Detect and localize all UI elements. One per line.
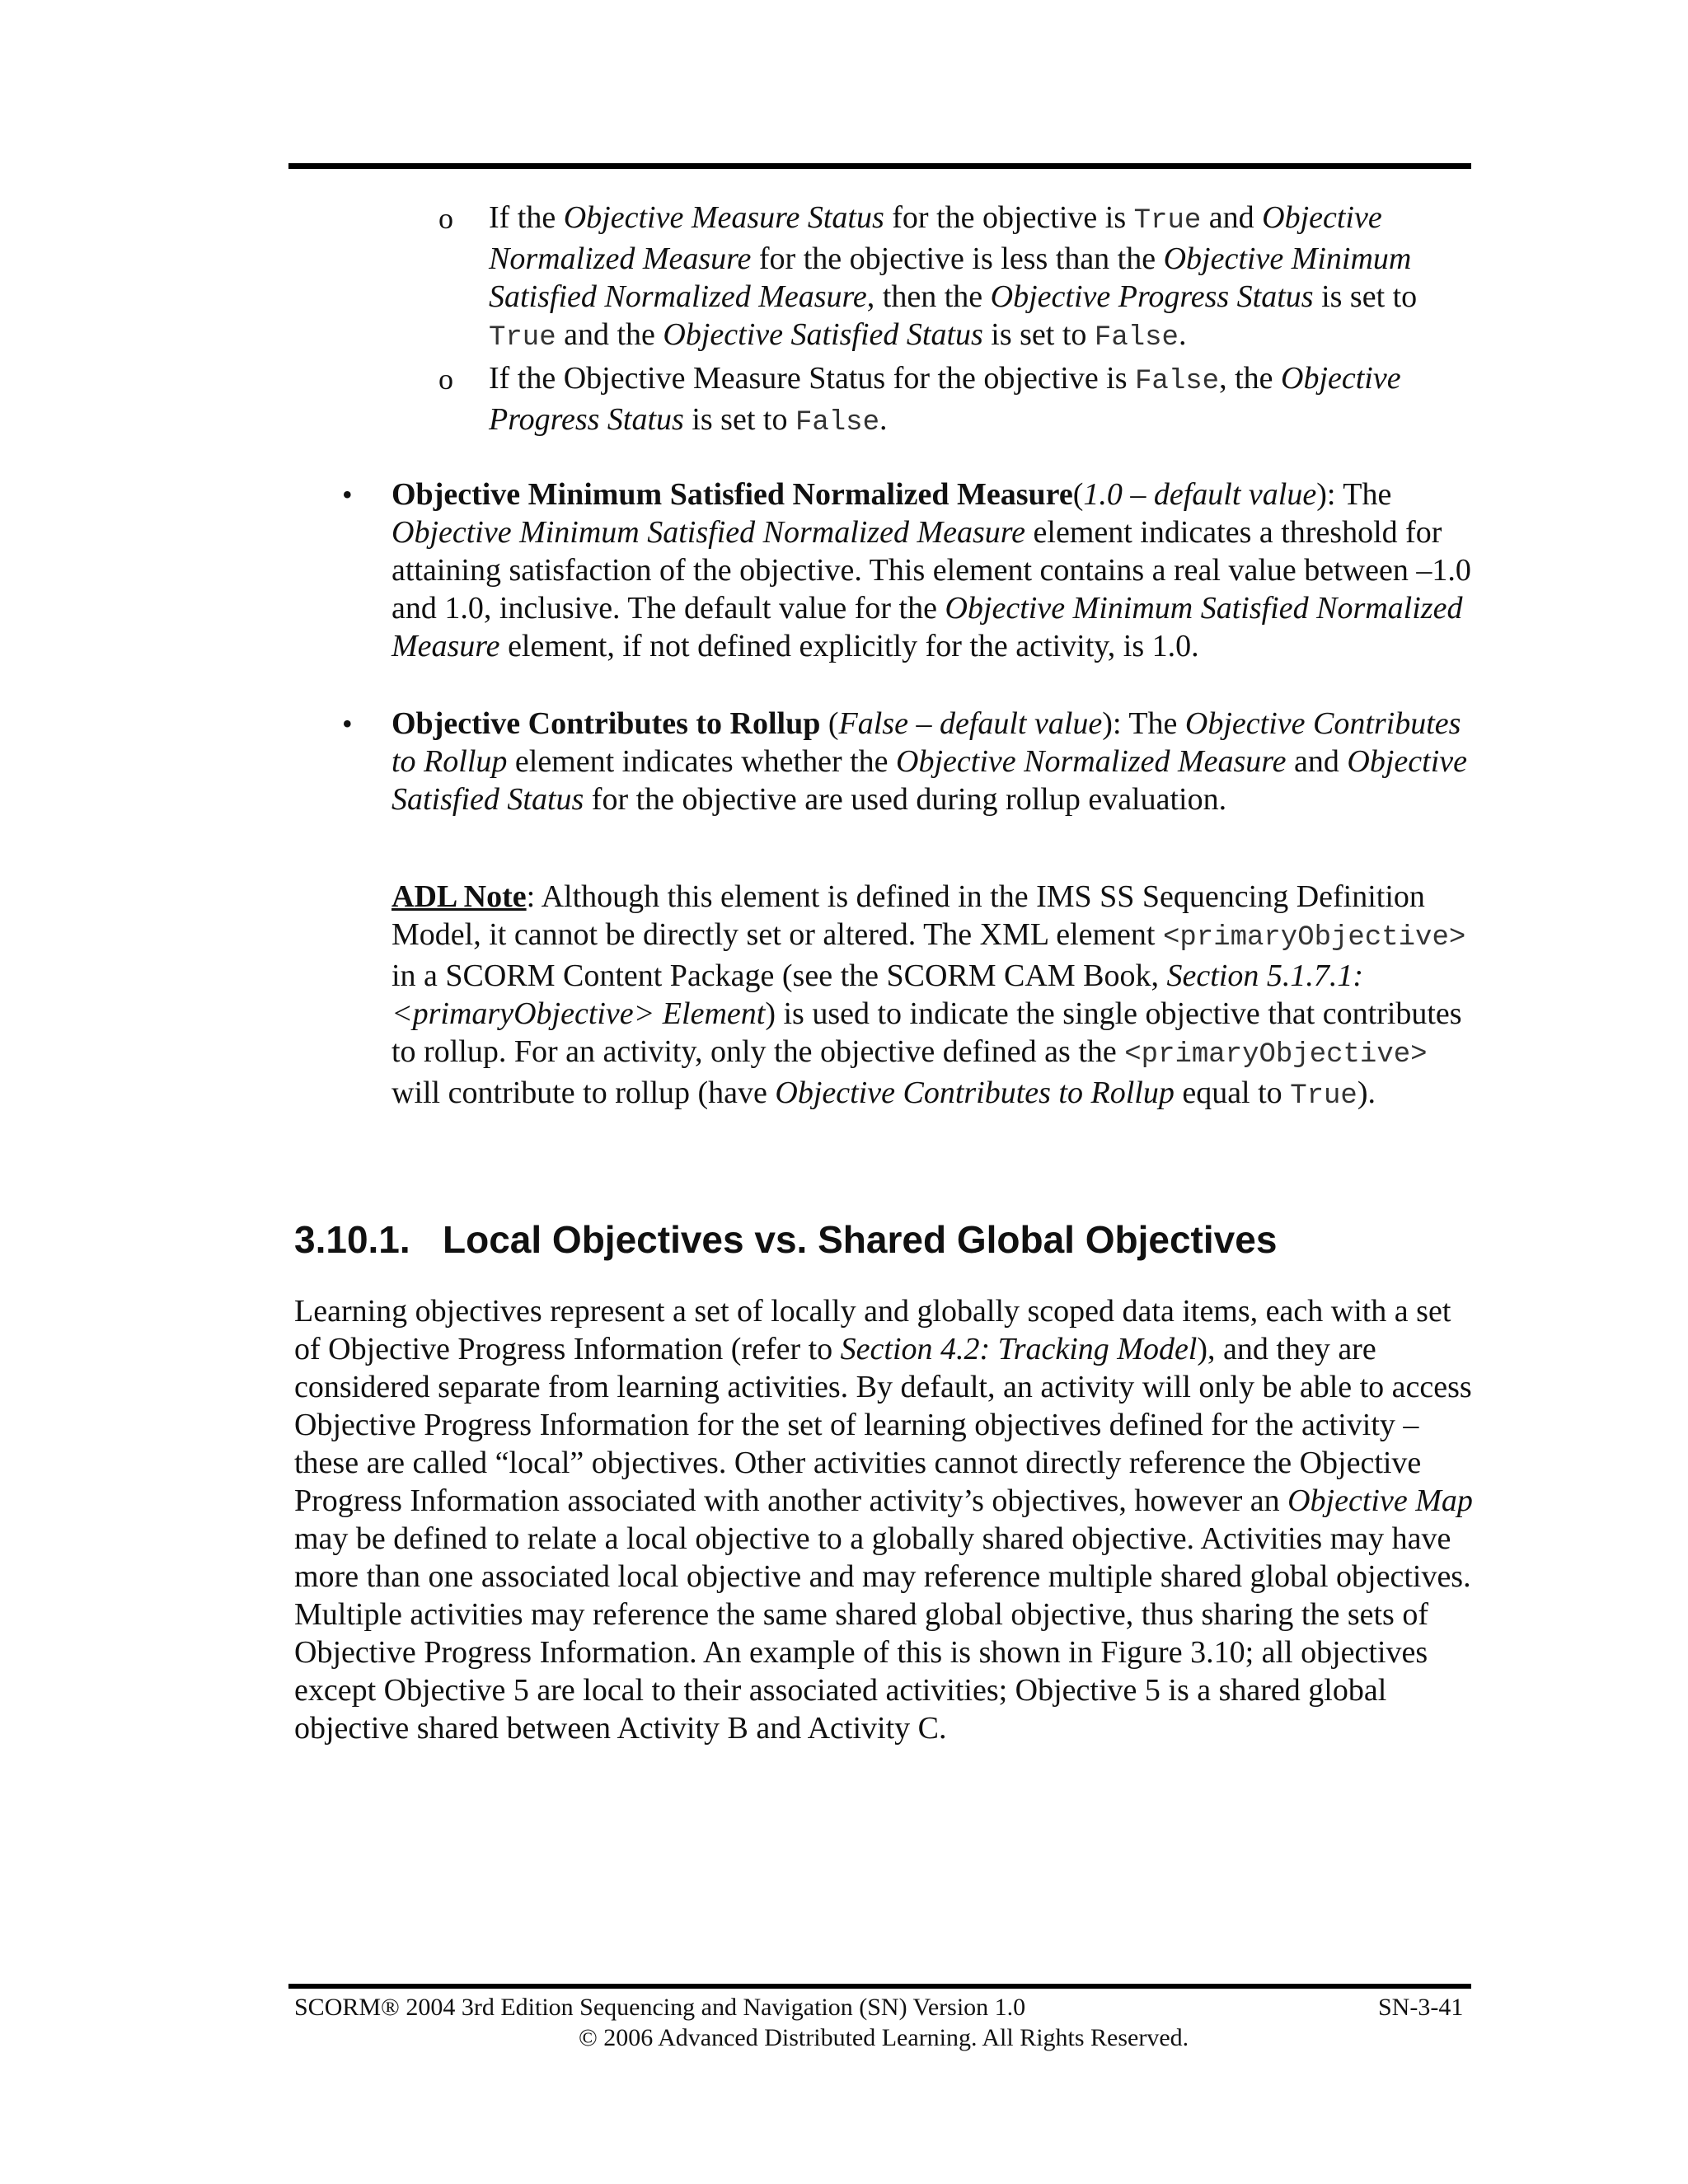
section-number: 3.10.1. xyxy=(294,1218,410,1261)
footer-doc-title: SCORM® 2004 3rd Edition Sequencing and Navigation (SN) Version 1.0 xyxy=(294,1994,1026,2021)
section-heading xyxy=(294,1216,1465,1263)
sub-bullet-marker: o xyxy=(438,363,453,396)
section-title: Local Objectives vs. Shared Global Objectives xyxy=(443,1218,1278,1261)
footer-copyright: © 2006 Advanced Distributed Learning. All Rights Reserved. xyxy=(579,2024,1189,2051)
body-paragraph: Learning objectives represent a set of locally and globally scoped data items, each with a set of Objective Progress Information (refer to Section 4.2: Tracking Model), and they are considered separate from learning activities. By default, an activity will only be able to access Objective Progress Information for the set of learning objectives defined for the activity – these are called “local” objectives. Other activities cannot directly reference the Objective Progress Information associated with another activity’s objectives, however an Objective Map may be defined to relate a local objective to a globally shared objective. Activities may have more than one associated local objective and may reference multiple shared global objectives. Multiple activities may reference the same shared global objective, thus sharing the sets of Objective Progress Information. An example of this is shown in Figure 3.10; all objectives except Objective 5 are local to their associated activities; Objective 5 is a shared global objective shared between Activity B and Activity C. xyxy=(294,1294,1473,1746)
bullet-contributes-to-rollup: Objective Contributes to Rollup (False – default value): The Objective Contributes to Rollup element indicates whether the Objective Normalized Measure and Objective Satisfied Status for the objective are used during rollup evaluation. xyxy=(392,706,1467,817)
bullet-min-satisfied-measure: Objective Minimum Satisfied Normalized Measure(1.0 – default value): The Objective Minimum Satisfied Normalized Measure element indicates a threshold for attaining satisfaction of the objective. This element contains a real value between –1.0 and 1.0, inclusive. The default value for the Objective Minimum Satisfied Normalized Measure element, if not defined explicitly for the activity, is 1.0. xyxy=(392,477,1471,663)
bullet-marker: • xyxy=(342,707,353,740)
sub-bullet-measure-false: If the Objective Measure Status for the objective is False, the Objective Progress Status is set to False. xyxy=(489,361,1401,438)
sub-bullet-marker: o xyxy=(438,202,453,235)
header-rule xyxy=(288,163,1471,169)
footer-page-number: SN-3-41 xyxy=(1378,1994,1464,2021)
adl-note: ADL Note: Although this element is defined in the IMS SS Sequencing Definition Model, it cannot be directly set or altered. The XML element <primaryObjective> in a SCORM Content Package (see the SCORM CAM Book, Section 5.1.7.1: <primaryObjective> Element) is used to indicate the single objective that contributes to rollup. For an activity, only the objective defined as the <primaryObjective> will contribute to rollup (have Objective Contributes to Rollup equal to True). xyxy=(392,879,1466,1112)
footer-rule xyxy=(288,1984,1471,1989)
sub-bullet-measure-less: If the Objective Measure Status for the objective is True and Objective Normalized Measure for the objective is less than the Objective Minimum Satisfied Normalized Measure, then the Objective Progress Status is set to True and the Objective Satisfied Status is set to False. xyxy=(489,200,1418,354)
bullet-marker: • xyxy=(342,478,353,511)
